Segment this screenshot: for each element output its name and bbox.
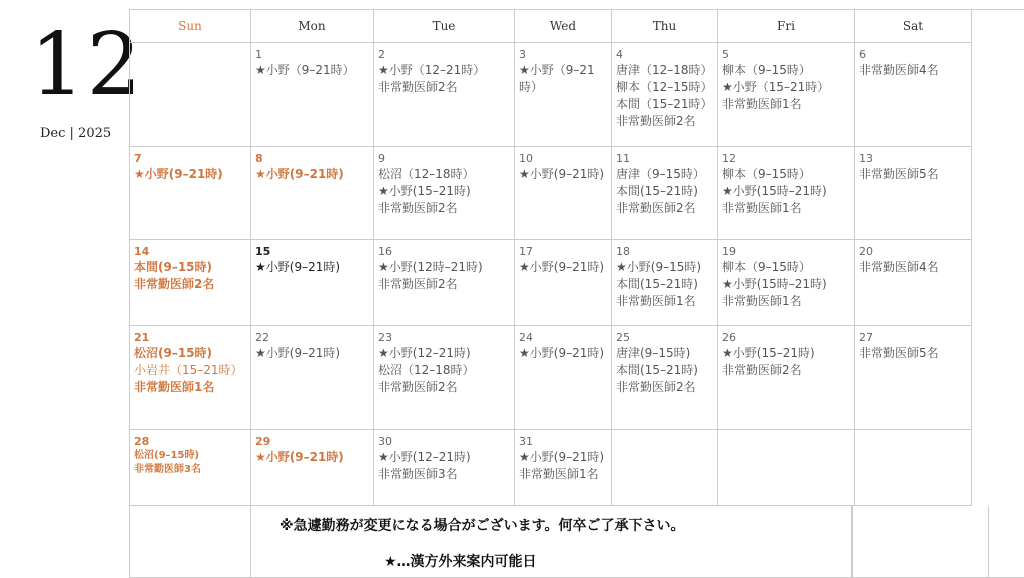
- shift-entry: 本間(9–15時): [134, 260, 213, 274]
- day-cell-mon: [251, 147, 374, 240]
- shift-entry: 非常勤医師2名: [378, 277, 458, 291]
- shift-entry: 非常勤医師2名: [616, 114, 696, 128]
- shift-entry: 松沼（12–18時）: [378, 167, 475, 181]
- day-cell-mon: [251, 240, 374, 326]
- day-cell-tue: [374, 326, 515, 430]
- day-cell-sun: [130, 430, 251, 506]
- change-notice: ※急遽勤務が変更になる場合がございます。何卒ご了承下さい。: [280, 518, 685, 534]
- shift-entry: 時）: [519, 80, 544, 94]
- day-number: 13: [859, 152, 873, 165]
- day-number: 3: [519, 48, 526, 61]
- footer-cell: [130, 506, 251, 578]
- day-cell-mon: [251, 326, 374, 430]
- calendar-grid: [129, 9, 1024, 578]
- shift-entry: 非常勤医師1名: [519, 467, 599, 481]
- shift-entry: 非常勤医師1名: [722, 201, 802, 215]
- month-year-label: Dec | 2025: [40, 126, 112, 141]
- shift-entry: 柳本（9–15時）: [722, 260, 811, 274]
- shift-entry: 非常勤医師2名: [616, 380, 696, 394]
- day-cell-tue: [374, 43, 515, 147]
- weekday-wed: Wed: [515, 10, 612, 43]
- day-cell-sat: [855, 147, 972, 240]
- day-cell-sun: [130, 240, 251, 326]
- shift-entry: 非常勤医師5名: [859, 167, 939, 181]
- shift-entry: ★小野(9–15時): [616, 260, 702, 274]
- shift-entry: 非常勤医師2名: [722, 363, 802, 377]
- shift-entry: 非常勤医師4名: [859, 260, 939, 274]
- shift-entry: 柳本（9–15時）: [722, 63, 811, 77]
- shift-entry: 本間（15–21時）: [616, 97, 713, 111]
- day-number: 22: [255, 331, 269, 344]
- shift-entry: 本間(15–21時): [616, 184, 698, 198]
- day-cell-sun: [130, 147, 251, 240]
- shift-entry: ★小野(15–21時): [378, 184, 471, 198]
- shift-entry: 松沼（12–18時）: [378, 363, 475, 377]
- shift-entry: 非常勤医師1名: [722, 294, 802, 308]
- shift-entry: ★小野(9–21時): [519, 260, 605, 274]
- shift-entry: 非常勤医師1名: [134, 380, 215, 394]
- shift-entry: ★小野(9–21時): [255, 450, 344, 464]
- day-number: 18: [616, 245, 630, 258]
- day-cell-mon: [251, 43, 374, 147]
- day-number: 9: [378, 152, 385, 165]
- shift-entry: ★小野(9–21時): [519, 167, 605, 181]
- day-cell-thu: [612, 43, 718, 147]
- shift-entry: 柳本（12–15時）: [616, 80, 713, 94]
- day-cell-mon: [251, 430, 374, 506]
- shift-entry: ★小野(12–21時): [378, 346, 471, 360]
- day-number: 4: [616, 48, 623, 61]
- day-number: 11: [616, 152, 630, 165]
- shift-entry: 唐津（9–15時）: [616, 167, 705, 181]
- day-number: 31: [519, 435, 533, 448]
- shift-entry: 非常勤医師5名: [859, 346, 939, 360]
- weekday-fri: Fri: [718, 10, 855, 43]
- shift-entry: ★小野(15–21時): [722, 346, 815, 360]
- day-cell-wed: [515, 430, 612, 506]
- shift-entry: ★小野(9–21時): [255, 167, 344, 181]
- footer-cell: [852, 506, 989, 578]
- day-cell-thu: [612, 147, 718, 240]
- shift-entry: 唐津（12–18時）: [616, 63, 713, 77]
- shift-entry: 非常勤医師1名: [616, 294, 696, 308]
- weekday-tue: Tue: [374, 10, 515, 43]
- shift-entry: ★小野（15–21時）: [722, 80, 830, 94]
- day-number: 12: [722, 152, 736, 165]
- day-number: 29: [255, 435, 271, 448]
- star-legend: ★…漢方外来案内可能日: [384, 554, 537, 570]
- day-number: 20: [859, 245, 873, 258]
- day-cell-wed: [515, 240, 612, 326]
- shift-entry: ★小野（9–21時）: [255, 63, 355, 77]
- day-number: 17: [519, 245, 533, 258]
- day-number: 14: [134, 245, 150, 258]
- footer-cell: [989, 506, 1024, 578]
- week-row: [130, 240, 1024, 326]
- day-number: 24: [519, 331, 533, 344]
- shift-entry: 非常勤医師2名: [378, 201, 458, 215]
- week-row: [130, 147, 1024, 240]
- day-cell-fri: [718, 147, 855, 240]
- day-cell-tue: [374, 147, 515, 240]
- day-cell-fri: [718, 326, 855, 430]
- shift-entry: 松沼(9–15時): [134, 450, 200, 461]
- shift-entry: 唐津(9–15時): [616, 346, 691, 360]
- weekday-header-row: [130, 10, 1024, 43]
- day-cell-fri: [718, 43, 855, 147]
- shift-entry: 非常勤医師3名: [134, 464, 201, 475]
- day-cell-sat: [855, 43, 972, 147]
- shift-entry: 非常勤医師4名: [859, 63, 939, 77]
- weekday-sat: Sat: [855, 10, 972, 43]
- day-number: 1: [255, 48, 262, 61]
- shift-entry: ★小野(9–21時): [519, 450, 605, 464]
- shift-entry: ★小野(15時–21時): [722, 277, 827, 291]
- week-row: [130, 326, 1024, 430]
- day-cell-sun: [130, 326, 251, 430]
- day-number: 23: [378, 331, 392, 344]
- day-number: 28: [134, 435, 150, 448]
- shift-entry: 柳本（9–15時）: [722, 167, 811, 181]
- shift-entry: ★小野(9–21時): [519, 346, 605, 360]
- day-number: 16: [378, 245, 392, 258]
- shift-entry: 小岩井（15–21時）: [134, 363, 243, 377]
- day-cell-thu: [612, 430, 718, 506]
- day-number: 25: [616, 331, 630, 344]
- day-cell-sat: [855, 430, 972, 506]
- shift-entry: ★小野(12時–21時): [378, 260, 483, 274]
- day-number: 15: [255, 245, 271, 258]
- shift-entry: 松沼(9–15時): [134, 346, 213, 360]
- day-number: 6: [859, 48, 866, 61]
- shift-entry: 非常勤医師3名: [378, 467, 458, 481]
- day-cell-sat: [855, 326, 972, 430]
- shift-entry: ★小野(9–21時): [255, 260, 341, 274]
- week-row: [130, 430, 1024, 506]
- day-number: 26: [722, 331, 736, 344]
- calendar-weeks: [130, 43, 1024, 506]
- day-cell-tue: [374, 430, 515, 506]
- day-number: 27: [859, 331, 873, 344]
- shift-entry: ★小野(9–21時): [134, 167, 223, 181]
- day-cell-thu: [612, 240, 718, 326]
- day-cell-thu: [612, 326, 718, 430]
- shift-entry: 非常勤医師1名: [722, 97, 802, 111]
- day-number: 21: [134, 331, 150, 344]
- shift-entry: 非常勤医師2名: [378, 80, 458, 94]
- day-cell-sun: [130, 43, 251, 147]
- shift-entry: 本間(15–21時): [616, 277, 698, 291]
- day-number: 30: [378, 435, 392, 448]
- day-number: 2: [378, 48, 385, 61]
- shift-entry: 非常勤医師2名: [616, 201, 696, 215]
- shift-entry: ★小野（9–21: [519, 63, 595, 77]
- day-cell-wed: [515, 43, 612, 147]
- month-number: 12: [30, 15, 144, 115]
- shift-entry: 非常勤医師2名: [378, 380, 458, 394]
- day-number: 10: [519, 152, 533, 165]
- shift-entry: ★小野(15時–21時): [722, 184, 827, 198]
- day-cell-fri: [718, 240, 855, 326]
- weekday-sun: Sun: [130, 10, 251, 43]
- day-number: 7: [134, 152, 142, 165]
- day-number: 8: [255, 152, 263, 165]
- shift-entry: 非常勤医師2名: [134, 277, 215, 291]
- week-row: [130, 43, 1024, 147]
- day-cell-sat: [855, 240, 972, 326]
- weekday-mon: Mon: [251, 10, 374, 43]
- shift-entry: 本間(15–21時): [616, 363, 698, 377]
- day-cell-wed: [515, 147, 612, 240]
- day-cell-tue: [374, 240, 515, 326]
- day-cell-fri: [718, 430, 855, 506]
- day-cell-wed: [515, 326, 612, 430]
- day-number: 19: [722, 245, 736, 258]
- weekday-thu: Thu: [612, 10, 718, 43]
- shift-entry: ★小野(9–21時): [255, 346, 341, 360]
- shift-entry: ★小野（12–21時）: [378, 63, 486, 77]
- shift-entry: ★小野(12–21時): [378, 450, 471, 464]
- day-number: 5: [722, 48, 729, 61]
